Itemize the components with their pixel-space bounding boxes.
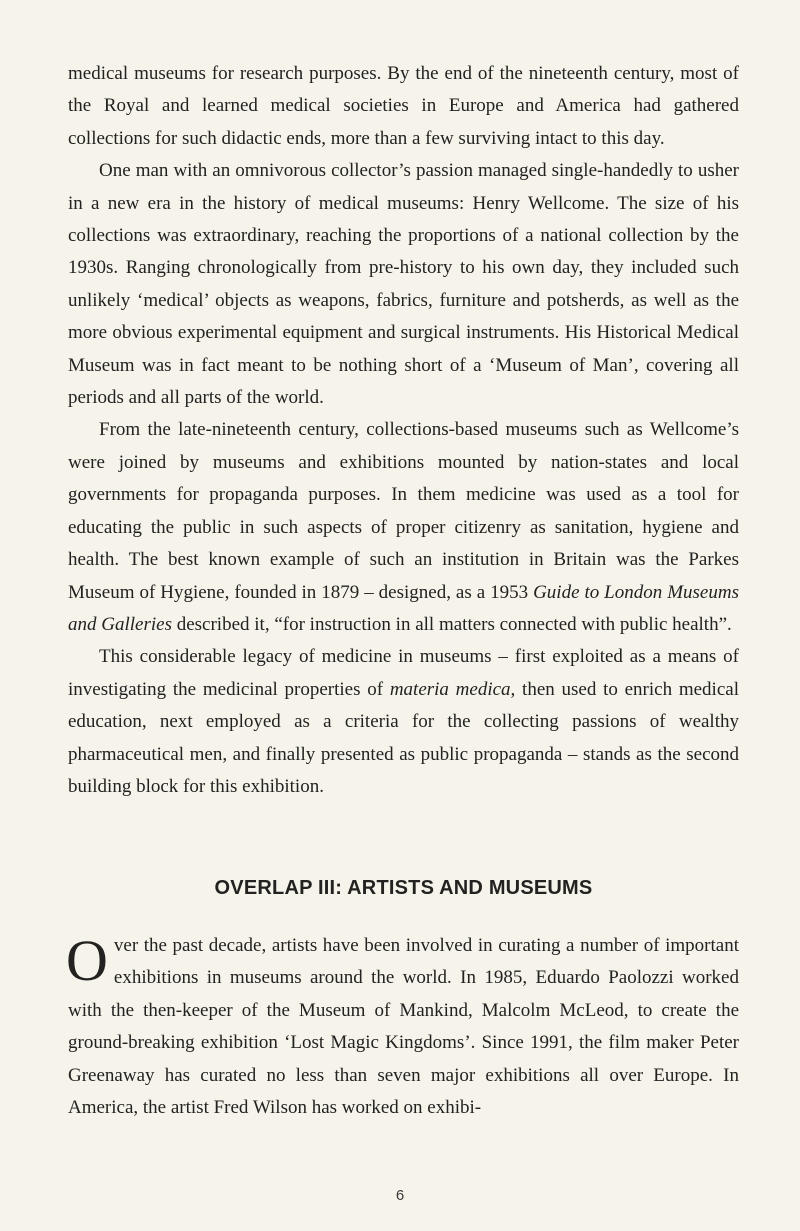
body-paragraph-1: medical museums for research purposes. By the end of the nineteenth century, most of the Royal and learned medical societies in Europe and America had gathered collections for such didactic ends, more than a few surviving intact to this day.: [68, 63, 739, 149]
document-page: [66, 58, 739, 1119]
body-paragraph-3: [68, 414, 739, 641]
section-heading: OVERLAP III: ARTISTS AND MUSEUMS: [214, 877, 593, 899]
section-paragraph-text: ver the past decade, artists have been involved in curating a number of important exhibitions in museums around the world. In 1985, Eduardo Paolozzi worked with the then-keeper of the Museum of Mankind, Malcolm McLeod, to create the ground-breaking exhibition ‘Lost Magic Kingdoms’. Since 1991, the film maker Peter Greenaway has curated no less than seven major exhibitions all over Europe. In America, the artist Fred Wilson has worked on exhibi-: [68, 935, 739, 1119]
section-body: [68, 930, 739, 1124]
guide-title-italic: Guide to London Museums and Galleries: [68, 581, 739, 635]
paragraph-3-text-b: described it, “for instruction in all matters connected with public health”.: [171, 613, 732, 635]
drop-cap: O: [66, 928, 108, 993]
paragraph-3-text-a: From the late-nineteenth century, collections-based museums such as Wellcome’s were joined by museums and exhibitions mounted by nation-states and local governments for propaganda purposes. In them medicine was used as a tool for educating the public in such aspects of proper citizenry as sanitation, hygiene and health. The best known example of such an institution in Britain was the Parkes Museum of Hygiene, founded in 1879 – designed, as a 1953: [68, 419, 739, 603]
body-paragraph-4: [68, 641, 739, 803]
materia-medica-italic: materia medica,: [389, 678, 516, 700]
paragraph-4-text-b: then used to enrich medical education, next employed as a criteria for the collecting passions of wealthy pharmaceutical men, and finally presented as public propaganda – stands as the second building block for this exhibition.: [68, 678, 739, 797]
body-paragraph-2: One man with an omnivorous collector’s passion managed single-handedly to usher in a new era in the history of medical museums: Henry Wellcome. The size of his collections was extraordinary, reaching the proportions of a national collection by the 1930s. Ranging chronologically from pre-history to his own day, they included such unlikely ‘medical’ objects as weapons, fabrics, furniture and potsherds, as well as the more obvious experimental equipment and surgical instruments. His Historical Medical Museum was in fact meant to be nothing short of a ‘Museum of Man’, covering all periods and all parts of the world.: [68, 160, 739, 409]
paragraph-4-text-a: This considerable legacy of medicine in museums – first exploited as a means of investigating the medicinal properties of: [68, 646, 739, 700]
section-paragraph: [68, 930, 739, 1124]
page-number: 6: [395, 1187, 405, 1204]
